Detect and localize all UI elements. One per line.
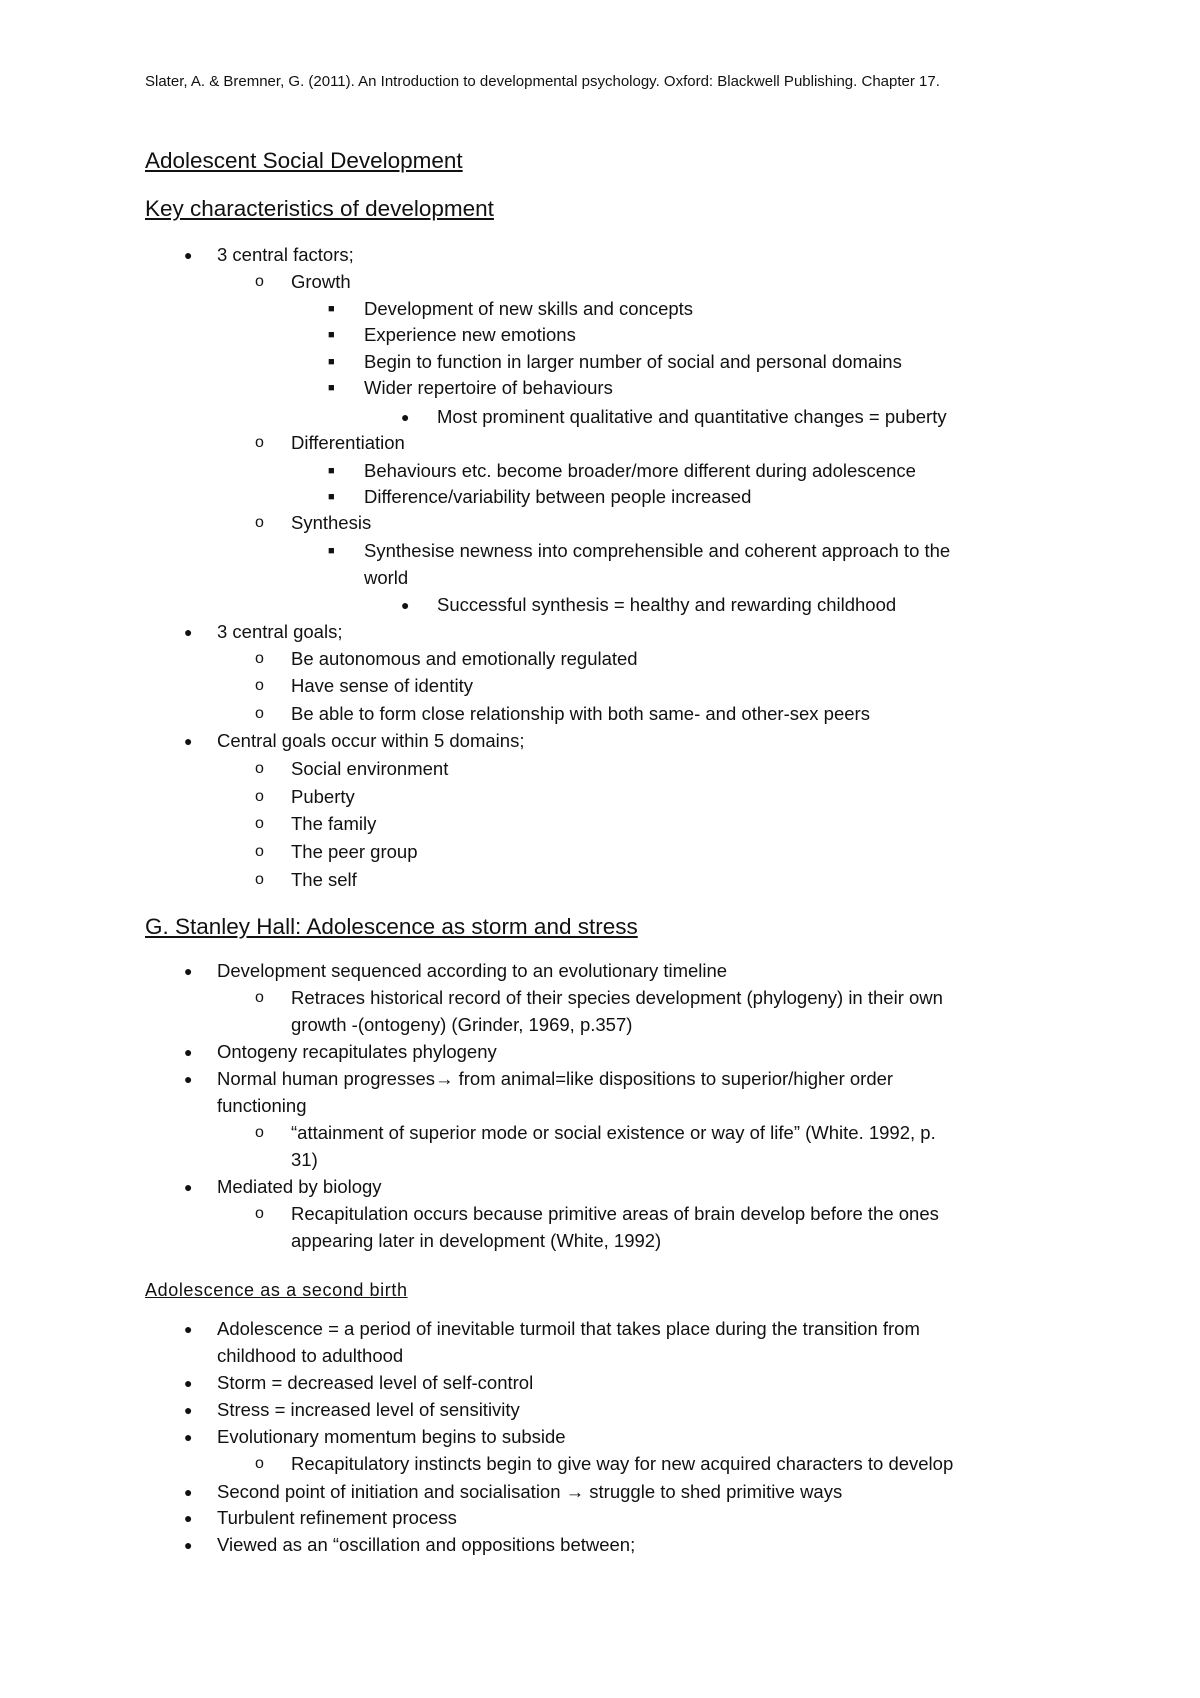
list-item: Behaviours etc. become broader/more different during adolescence [364, 460, 916, 481]
list-item: Be able to form close relationship with both same- and other-sex peers [291, 703, 870, 724]
list-item-continuation: appearing later in development (White, 1992) [291, 1230, 662, 1251]
list-item-continuation: world [364, 567, 409, 588]
list-item: Puberty [291, 786, 355, 807]
list-item-continuation: functioning [217, 1095, 307, 1116]
bullet-dot: ● [184, 1044, 193, 1060]
list-item: Recapitulatory instincts begin to give way for new acquired characters to develop [291, 1453, 954, 1474]
section-heading-second-birth: Adolescence as a second birth [145, 1280, 408, 1300]
list-item: Difference/variability between people increased [364, 486, 752, 507]
list-item: Begin to function in larger number of social and personal domains [364, 351, 902, 372]
bullet-square: ■ [328, 329, 335, 341]
bullet-circle: o [255, 650, 264, 667]
bullet-circle: o [255, 760, 264, 777]
list-item: Stress = increased level of sensitivity [217, 1399, 520, 1420]
bullet-dot: ● [184, 1375, 193, 1391]
bullet-dot: ● [184, 963, 193, 979]
list-item: Second point of initiation and socialisation → struggle to shed primitive ways [217, 1481, 843, 1502]
list-item: Have sense of identity [291, 675, 474, 696]
list-item: Normal human progresses→ from animal=like dispositions to superior/higher order [217, 1068, 894, 1089]
list-item: Retraces historical record of their species development (phylogeny) in their own [291, 987, 943, 1008]
bullet-dot: ● [184, 1537, 193, 1553]
list-item: Successful synthesis = healthy and rewarding childhood [437, 594, 897, 615]
bullet-square: ■ [328, 303, 335, 315]
bullet-circle: o [255, 514, 264, 531]
bullet-dot: ● [401, 597, 410, 613]
bullet-square: ■ [328, 356, 335, 368]
list-item: Development sequenced according to an evolutionary timeline [217, 960, 728, 981]
list-item-continuation: growth -(ontogeny) (Grinder, 1969, p.357) [291, 1014, 633, 1035]
bullet-dot: ● [184, 1510, 193, 1526]
bullet-dot: ● [184, 1071, 193, 1087]
bullet-dot: ● [184, 247, 193, 263]
list-item-continuation: childhood to adulthood [217, 1345, 404, 1366]
bullet-circle: o [255, 705, 264, 722]
list-item: The family [291, 813, 377, 834]
list-item: The self [291, 869, 357, 890]
bullet-circle: o [255, 871, 264, 888]
bullet-dot: ● [184, 1429, 193, 1445]
list-item: 3 central factors; [217, 244, 354, 265]
bullet-dot: ● [184, 1179, 193, 1195]
list-item: Evolutionary momentum begins to subside [217, 1426, 566, 1447]
list-item: 3 central goals; [217, 621, 343, 642]
bullet-dot: ● [184, 624, 193, 640]
bullet-dot: ● [184, 1484, 193, 1500]
bullet-square: ■ [328, 465, 335, 477]
list-item: Development of new skills and concepts [364, 298, 694, 319]
bullet-circle: o [255, 1124, 264, 1141]
bullet-circle: o [255, 434, 264, 451]
bullet-dot: ● [401, 409, 410, 425]
bullet-circle: o [255, 1455, 264, 1472]
bullet-circle: o [255, 843, 264, 860]
list-item: Growth [291, 271, 351, 292]
list-item: Storm = decreased level of self-control [217, 1372, 534, 1393]
section-heading-key-characteristics: Key characteristics of development [145, 196, 494, 221]
bullet-circle: o [255, 989, 264, 1006]
bullet-dot: ● [184, 733, 193, 749]
list-item: Differentiation [291, 432, 405, 453]
bullet-dot: ● [184, 1402, 193, 1418]
list-item-continuation: 31) [291, 1149, 318, 1170]
list-item: Synthesise newness into comprehensible and coherent approach to the [364, 540, 951, 561]
list-item: Wider repertoire of behaviours [364, 377, 613, 398]
list-item: Be autonomous and emotionally regulated [291, 648, 638, 669]
bullet-square: ■ [328, 491, 335, 503]
list-item: Viewed as an “oscillation and oppositions between; [217, 1534, 636, 1555]
list-item: Social environment [291, 758, 449, 779]
list-item: Most prominent qualitative and quantitative changes = puberty [437, 406, 947, 427]
bullet-dot: ● [184, 1321, 193, 1337]
bullet-circle: o [255, 273, 264, 290]
citation: Slater, A. & Bremner, G. (2011). An Introduction to developmental psychology. Oxford: Blackwell Publishing. Chapter 17. [145, 73, 940, 90]
section-heading-stanley-hall: G. Stanley Hall: Adolescence as storm and stress [145, 914, 638, 939]
list-item: “attainment of superior mode or social existence or way of life” (White. 1992, p. [291, 1122, 936, 1143]
bullet-square: ■ [328, 382, 335, 394]
page-title: Adolescent Social Development [145, 148, 463, 173]
list-item: Ontogeny recapitulates phylogeny [217, 1041, 497, 1062]
list-item: Central goals occur within 5 domains; [217, 730, 525, 751]
list-item: Recapitulation occurs because primitive areas of brain develop before the ones [291, 1203, 939, 1224]
bullet-circle: o [255, 815, 264, 832]
list-item: Adolescence = a period of inevitable turmoil that takes place during the transition from [217, 1318, 920, 1339]
bullet-square: ■ [328, 545, 335, 557]
bullet-circle: o [255, 1205, 264, 1222]
list-item: Turbulent refinement process [217, 1507, 457, 1528]
list-item: The peer group [291, 841, 418, 862]
bullet-circle: o [255, 677, 264, 694]
list-item: Synthesis [291, 512, 372, 533]
bullet-circle: o [255, 788, 264, 805]
list-item: Experience new emotions [364, 324, 576, 345]
list-item: Mediated by biology [217, 1176, 382, 1197]
